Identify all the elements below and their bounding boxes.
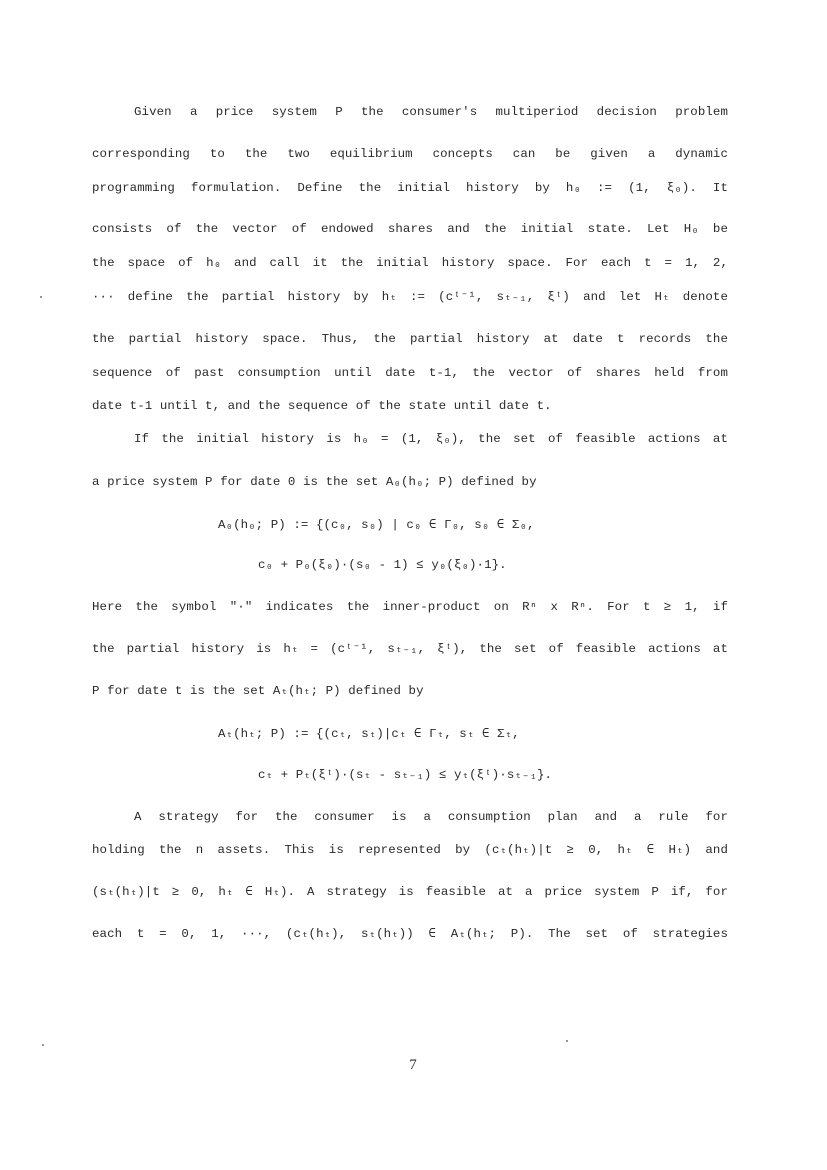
text-line-15: A strategy for the consumer is a consumption plan and a rule for	[134, 810, 728, 824]
text-line-9: date t-1 until t, and the sequence of the state until date t.	[92, 399, 552, 413]
text-line-10: If the initial history is h₀ = (1, ξ₀), the set of feasible actions at	[134, 432, 728, 446]
text-line-6: ··· define the partial history by hₜ := (cᵗ⁻¹, sₜ₋₁, ξᵗ) and let Hₜ denote	[92, 290, 728, 304]
scan-speck	[42, 1044, 44, 1046]
text-line-3: programming formulation. Define the initial history by h₀ := (1, ξ₀). It	[92, 181, 728, 195]
text-line-13: the partial history is hₜ = (cᵗ⁻¹, sₜ₋₁, ξᵗ), the set of feasible actions at	[92, 642, 728, 656]
text-line-18: each t = 0, 1, ···, (cₜ(hₜ), sₜ(hₜ)) ∈ Aₜ(hₜ; P). The set of strategies	[92, 927, 728, 941]
text-line-1: Given a price system P the consumer's multiperiod decision problem	[134, 105, 728, 119]
equation-at-line-1: Aₜ(hₜ; P) := {(cₜ, sₜ)|cₜ ∈ Γₜ, sₜ ∈ Σₜ,	[218, 727, 520, 741]
text-line-5: the space of h₀ and call it the initial history space. For each t = 1, 2,	[92, 256, 728, 270]
text-line-8: sequence of past consumption until date t-1, the vector of shares held from	[92, 366, 728, 380]
text-line-16: holding the n assets. This is represented by (cₜ(hₜ)|t ≥ 0, hₜ ∈ Hₜ) and	[92, 843, 728, 857]
scan-speck	[40, 296, 42, 298]
text-line-14: P for date t is the set Aₜ(hₜ; P) defined by	[92, 684, 424, 698]
text-line-7: the partial history space. Thus, the partial history at date t records the	[92, 332, 728, 346]
scan-speck	[566, 1040, 568, 1042]
text-line-4: consists of the vector of endowed shares and the initial state. Let H₀ be	[92, 222, 728, 236]
text-line-12: Here the symbol "·" indicates the inner-product on Rⁿ x Rⁿ. For t ≥ 1, if	[92, 600, 728, 614]
equation-at-line-2: cₜ + Pₜ(ξᵗ)·(sₜ - sₜ₋₁) ≤ yₜ(ξᵗ)·sₜ₋₁}.	[258, 768, 553, 782]
text-line-11: a price system P for date 0 is the set A₀(h₀; P) defined by	[92, 475, 537, 489]
text-line-17: (sₜ(hₜ)|t ≥ 0, hₜ ∈ Hₜ). A strategy is feasible at a price system P if, for	[92, 885, 728, 899]
text-line-2: corresponding to the two equilibrium concepts can be given a dynamic	[92, 147, 728, 161]
equation-a0-line-1: A₀(h₀; P) := {(c₀, s₀) | c₀ ∈ Γ₀, s₀ ∈ Σ₀,	[218, 518, 535, 532]
page-number: 7	[409, 1057, 417, 1073]
equation-a0-line-2: c₀ + P₀(ξ₀)·(s₀ - 1) ≤ y₀(ξ₀)·1}.	[258, 558, 507, 572]
